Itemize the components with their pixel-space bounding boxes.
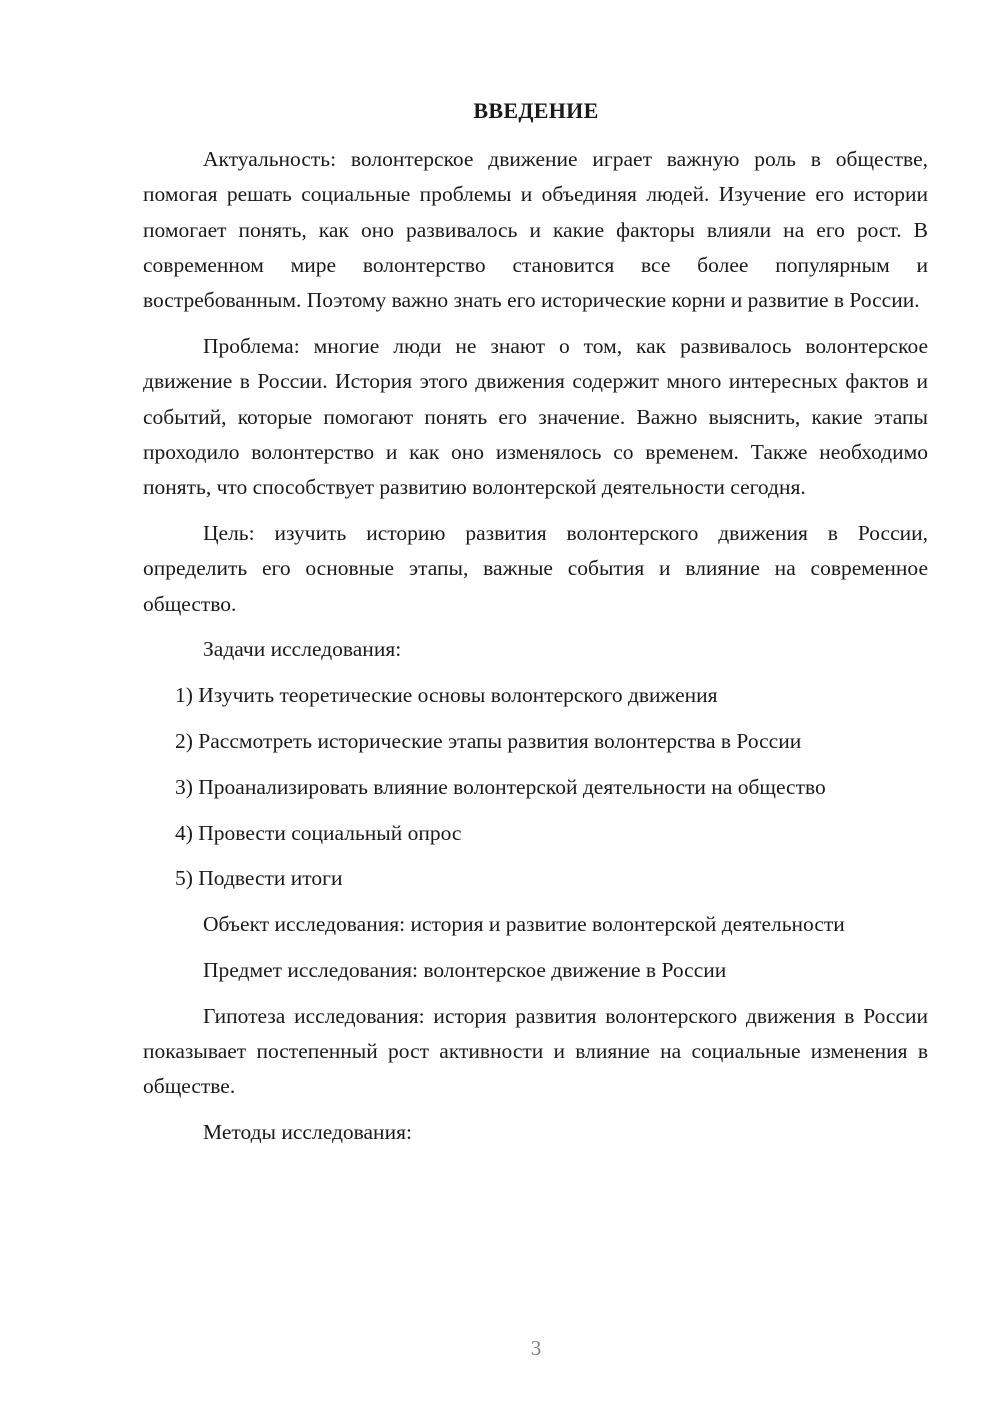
paragraph-problem: Проблема: многие люди не знают о том, как развивалось волонтерское движение в России. История этого движения содержит много интересных фактов и событий, которые помогают понять его значение. Важно выяснить, какие этапы проходило волонтерство и как оно изменялось со временем. Также необходимо понять, что способствует развитию волонтерской деятельности сегодня.	[143, 333, 928, 500]
body-text	[143, 142, 928, 1150]
list-item: 4) Провести социальный опрос	[175, 820, 462, 845]
list-item: 5) Подвести итоги	[175, 866, 343, 891]
tasks-list	[143, 678, 928, 896]
tasks-heading: Задачи исследования:	[203, 637, 402, 662]
list-item: 1) Изучить теоретические основы волонтерского движения	[175, 683, 718, 708]
paragraph-relevance: Актуальность: волонтерское движение играет важную роль в обществе, помогая решать социальные проблемы и объединяя людей. Изучение его истории помогает понять, как оно развивалось и какие факторы влияли на его рост. В современном мире волонтерство становится все более популярным и востребованным. Поэтому важно знать его исторические корни и развитие в России.	[143, 147, 928, 313]
paragraph-goal: Цель: изучить историю развития волонтерского движения в России, определить его основные этапы, важные события и влияние на современное общество.	[143, 520, 928, 616]
list-item: 3) Проанализировать влияние волонтерской деятельности на общество	[175, 774, 826, 799]
paragraph-object: Объект исследования: история и развитие волонтерской деятельности	[203, 912, 845, 937]
paragraph-hypothesis: Гипотеза исследования: история развития волонтерского движения в России показывает постепенный рост активности и влияние на социальные изменения в обществе.	[143, 1003, 928, 1099]
methods-heading: Методы исследования:	[203, 1120, 412, 1145]
list-item: 2) Рассмотреть исторические этапы развития волонтерства в России	[175, 728, 802, 753]
page-number: 3	[530, 1336, 542, 1360]
paragraph-subject: Предмет исследования: волонтерское движение в России	[203, 957, 727, 982]
section-title: ВВЕДЕНИЕ	[473, 98, 599, 123]
